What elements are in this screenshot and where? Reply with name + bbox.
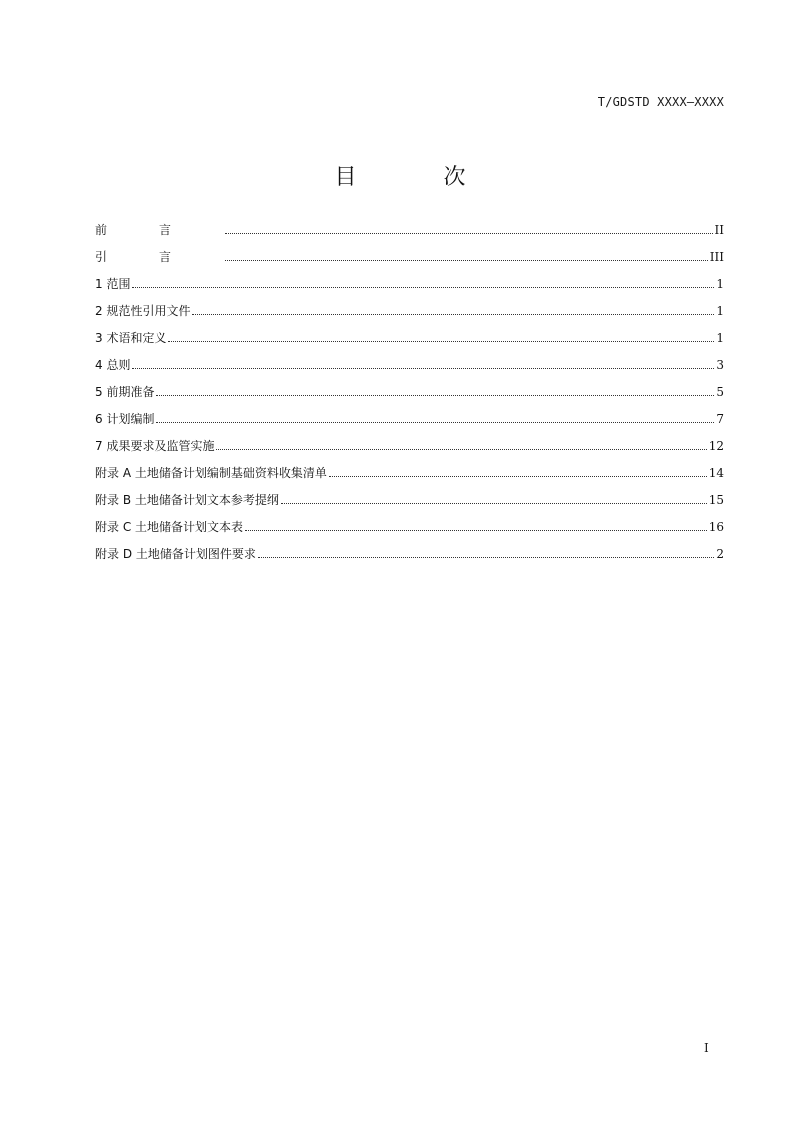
toc-entry-label: 7 成果要求及监管实施: [95, 439, 215, 453]
toc-dot-leader: [132, 367, 714, 369]
toc-entry-appendix-b[interactable]: [95, 490, 724, 517]
toc-entry-label: 2 规范性引用文件: [95, 304, 191, 318]
toc-entry-page: 14: [708, 466, 724, 480]
toc-dot-leader: [258, 556, 714, 558]
toc-entry-label: 3 术语和定义: [95, 331, 167, 345]
toc-entry-appendix-a[interactable]: [95, 463, 724, 490]
toc-entry-page: 7: [716, 412, 724, 426]
toc-dot-leader: [132, 286, 714, 288]
toc-entry-page: II: [714, 223, 724, 237]
toc-entry-page: 16: [708, 520, 724, 534]
toc-dot-leader: [168, 340, 714, 342]
toc-entry-label: 附录 A 土地储备计划编制基础资料收集清单: [95, 466, 327, 480]
toc-dot-leader: [329, 475, 707, 477]
toc-dot-leader: [225, 259, 708, 261]
toc-entry-page: 12: [708, 439, 724, 453]
toc-dot-leader: [192, 313, 714, 315]
toc-entry-label: 4 总则: [95, 358, 131, 372]
toc-entry-page: 2: [716, 547, 724, 561]
toc-entry-scope[interactable]: [95, 274, 724, 301]
toc-entry-foreword[interactable]: [95, 220, 724, 247]
toc-entry-label: 附录 C 土地储备计划文本表: [95, 520, 244, 534]
toc-entry-plan-compilation[interactable]: [95, 409, 724, 436]
document-code: T/GDSTD XXXX—XXXX: [597, 95, 724, 109]
toc-entry-introduction[interactable]: [95, 247, 724, 274]
toc-entry-general[interactable]: [95, 355, 724, 382]
toc-entry-terms-definitions[interactable]: [95, 328, 724, 355]
toc-dot-leader: [156, 394, 714, 396]
toc-entry-label: 附录 D 土地储备计划图件要求: [95, 547, 256, 561]
toc-dot-leader: [225, 232, 713, 234]
toc-entry-appendix-d[interactable]: [95, 544, 724, 571]
toc-entry-page: 3: [716, 358, 724, 372]
toc-entry-deliverables[interactable]: [95, 436, 724, 463]
toc-entry-page: III: [709, 250, 724, 264]
toc-dot-leader: [156, 421, 714, 423]
page-number: I: [704, 1041, 709, 1055]
toc-entry-page: 15: [708, 493, 724, 507]
toc-entry-label: 1 范围: [95, 277, 131, 291]
toc-entry-page: 1: [716, 331, 724, 345]
toc-dot-leader: [245, 529, 707, 531]
toc-entry-label: 6 计划编制: [95, 412, 155, 426]
toc-title: 目 次: [334, 165, 506, 190]
toc-entry-page: 1: [716, 304, 724, 318]
toc-entry-label: 引言: [95, 250, 224, 264]
table-of-contents: [95, 220, 724, 571]
toc-entry-preparation[interactable]: [95, 382, 724, 409]
toc-entry-label: 附录 B 土地储备计划文本参考提纲: [95, 493, 279, 507]
toc-entry-page: 1: [716, 277, 724, 291]
toc-entry-normative-references[interactable]: [95, 301, 724, 328]
toc-dot-leader: [216, 448, 706, 450]
toc-entry-appendix-c[interactable]: [95, 517, 724, 544]
toc-dot-leader: [281, 502, 707, 504]
toc-entry-page: 5: [716, 385, 724, 399]
toc-entry-label: 5 前期准备: [95, 385, 155, 399]
toc-entry-label: 前言: [95, 223, 224, 237]
